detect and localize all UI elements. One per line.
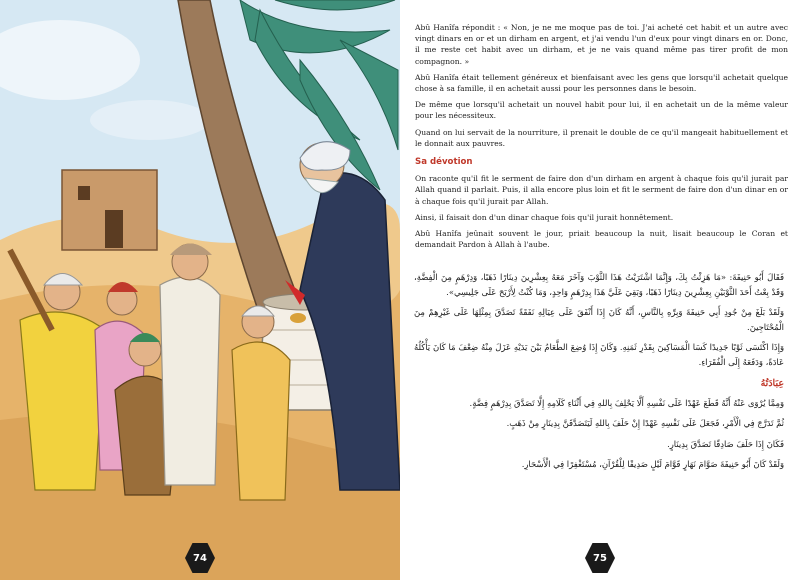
cloud [90,100,210,140]
text-page [400,0,800,580]
french-paragraph: Abû Hanîfa jeûnait souvent le jour, priait beaucoup la nuit, lisait beaucoup le Coran et demandait Pardon à Allah à l'aube. [415,229,788,250]
arabic-paragraph: وَإِذَا اكْتَسَى ثَوْبًا جَدِيدًا كَسَا الْمَسَاكِينَ بِقَدْرِ ثَمَنِهِ. وَكَانَ إِذَا وُضِعَ الطَّعَامُ بَيْنَ يَدَيْهِ عَزَلَ مِنْهُ ضِعْفَ مَا كَانَ يَأْكُلُهُ عَادَةً، وَدَفَعَهُ إِلَى الْفُقَرَاءِ. [414,342,784,367]
arabic-heading: عِبَادَتُهُ [760,378,784,389]
page-number-right: 75 [585,543,615,573]
arabic-paragraph: وَلَقَدْ بَلَغَ مِنْ جُودِ أَبِي حَنِيفَةَ وَبِرِّهِ بِالنَّاسِ، أَنَّهُ كَانَ إِذَا أَنْفَقَ عَلَى عِيَالِهِ نَفَقَةً تَصَدَّقَ بِمِثْلِهَا عَلَى غَيْرِهِمْ مِنَ الْمُحْتَاجِينَ. [414,307,784,332]
arabic-paragraph: فَكَانَ إِذَا حَلَفَ صَادِقًا تَصَدَّقَ بِدِينَارٍ. [667,438,784,449]
page-number-left: 74 [185,543,215,573]
house-window [78,186,90,200]
french-heading: Sa dévotion [415,157,473,168]
arabic-paragraph: وَلَقَدْ كَانَ أَبُو حَنِيفَةَ صَوَّامَ نَهَارٍ قَوَّامَ لَيْلٍ صَدِيقًا لِلْقُرْآنِ، مُسْتَغْفِرًا فِي الْأَسْحَارِ. [521,459,784,469]
french-paragraph: Quand on lui servait de la nourriture, il prenait le double de ce qu'il mangeait habituellement et le donnait aux pauvres. [415,127,788,148]
house-door [105,210,123,248]
french-paragraph: On raconte qu'il fit le serment de faire don d'un dirham en argent à chaque fois qu'il jurait par Allah quand il parlait. Puis, il alla encore plus loin et fit le serment de faire don d'un dinar en or à chaque fois qu'il jurait par Allah. [415,174,788,206]
french-paragraph: Abû Hanîfa était tellement généreux et bienfaisant avec les gens que lorsqu'il achetait quelque chose à sa famille, il en achetait aussi pour les personnes dans le besoin. [415,72,788,94]
gold-coin [290,313,306,323]
arabic-paragraph: وَمِمَّا يُرْوَى عَنْهُ أَنَّهُ قَطَعَ عَهْدًا عَلَى نَفْسِهِ أَلَّا يَحْلِفَ بِاللهِ فِي أَثْنَاءِ كَلَامِهِ إِلَّا تَصَدَّقَ بِدِرْهَمٍ فِضَّةٍ. [469,397,784,408]
arabic-text [414,270,784,478]
french-paragraph: De même que lorsqu'il achetait un nouvel habit pour lui, il en achetait un de la même valeur pour les nécessiteux. [415,100,788,121]
french-text [415,22,788,255]
french-paragraph: Ainsi, il faisait don d'un dinar chaque fois qu'il jurait honnêtement. [415,212,674,222]
arabic-paragraph: ثُمَّ تَدَرَّجَ فِي الْأَمْرِ، فَجَعَلَ عَلَى نَفْسِهِ عَهْدًا إِنْ حَلَفَ بِاللهِ لَيَتَصَدَّقَنَّ بِدِينَارٍ مِنْ ذَهَبٍ. [506,418,784,428]
french-paragraph: Abû Hanîfa répondit : « Non, je ne me moque pas de toi. J'ai acheté cet habit et un autre avec vingt dinars en or et un dirham en argent, et j'ai vendu l'un d'eux pour vingt dinars en or. Donc, il me reste cet habit avec un dirham, et je ne vais quand même pas tirer profit de mon compagnon. » [415,23,788,66]
arabic-paragraph: فَقَالَ أَبُو حَنِيفَةَ: «مَا هَزِئْتُ بِكَ، وَإِنَّمَا اشْتَرَيْتُ هَذَا الثَّوْبَ وَآخَرَ مَعَهُ بِعِشْرِينَ دِينَارًا ذَهَبًا، وَدِرْهَمٍ مِنَ الْفِضَّةِ، وَقَدْ بِعْتُ أَحَدَ الثَّوْبَيْنِ بِعِشْرِينَ دِينَارًا ذَهَبًا، وَبَقِيَ عَلَيَّ هَذَا بِدِرْهَمٍ وَاحِدٍ، وَمَا كُنْتُ لِأَرْبَحَ عَلَى جَلِيسِي». [414,272,784,297]
